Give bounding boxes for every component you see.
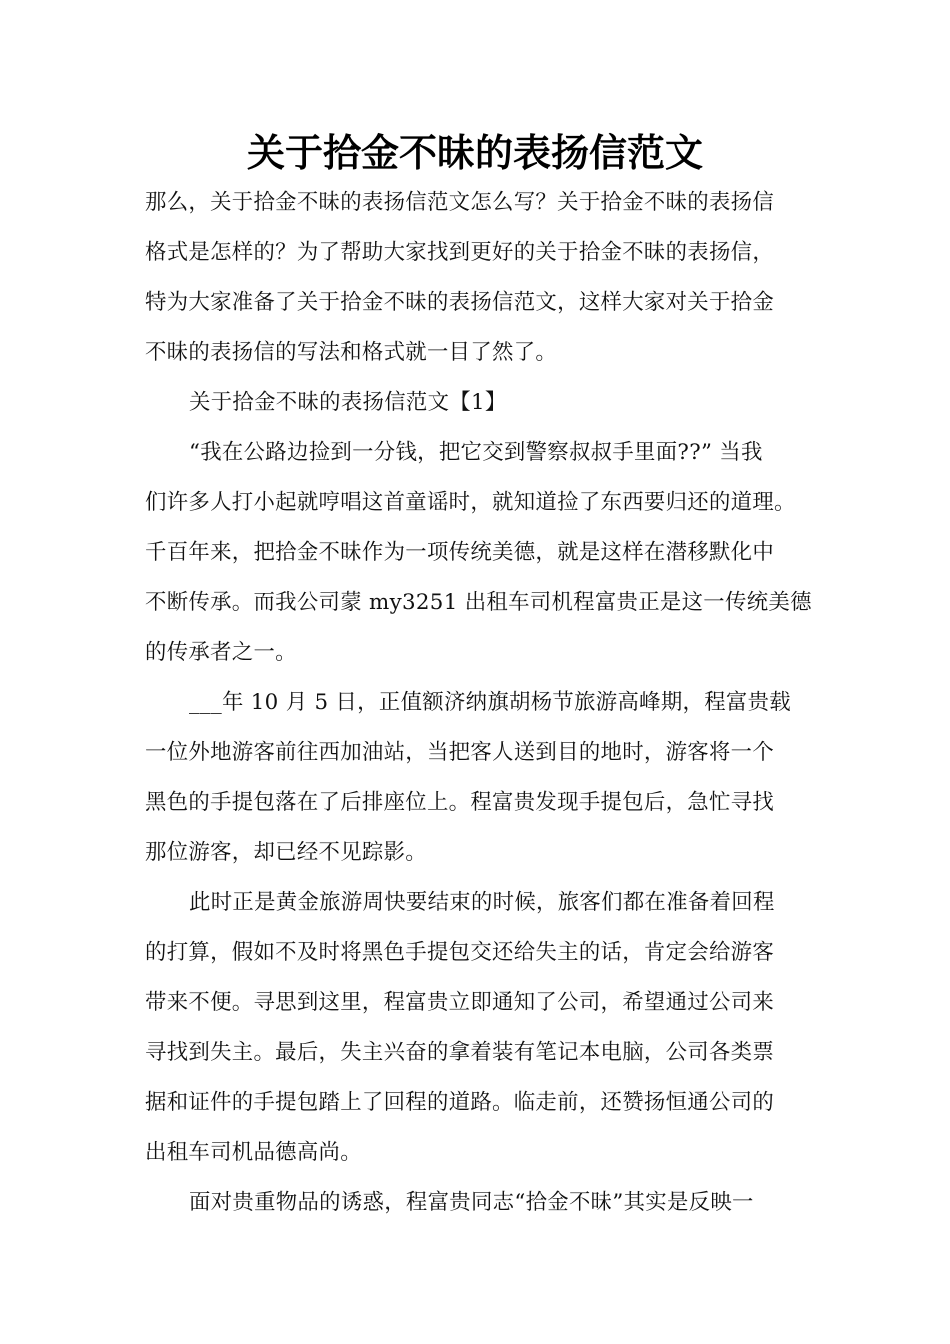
document-title: 关于拾金不昧的表扬信范文 (246, 131, 703, 175)
text-line: 那位游客，却已经不见踪影。 (145, 840, 427, 865)
text-line: 们许多人打小起就哼唱这首童谣时，就知道捡了东西要归还的道理。 (145, 490, 796, 515)
text-line: “我在公路边捡到一分钱，把它交到警察叔叔手里面??” 当我 (189, 440, 763, 465)
text-line: 据和证件的手提包踏上了回程的道路。临走前，还赞扬恒通公司的 (145, 1090, 775, 1115)
text-line: 不昧的表扬信的写法和格式就一目了然了。 (145, 340, 558, 365)
text-line: 寻找到失主。最后，失主兴奋的拿着装有笔记本电脑，公司各类票 (145, 1040, 775, 1065)
text-line: 带来不便。寻思到这里，程富贵立即通知了公司，希望通过公司来 (145, 990, 775, 1015)
text-line: 黑色的手提包落在了后排座位上。程富贵发现手提包后，急忙寻找 (145, 790, 775, 815)
text-line: 千百年来，把拾金不昧作为一项传统美德，就是这样在潜移默化中 (145, 540, 775, 565)
section-heading: 关于拾金不昧的表扬信范文【1】 (189, 390, 507, 415)
document-body (145, 178, 815, 1228)
text-line: 的传承者之一。 (145, 640, 297, 665)
text-line: 特为大家准备了关于拾金不昧的表扬信范文，这样大家对关于拾金 (145, 290, 775, 315)
text-line: 出租车司机品德高尚。 (145, 1140, 362, 1165)
text-line: 的打算，假如不及时将黑色手提包交还给失主的话，肯定会给游客 (145, 940, 775, 965)
text-line: 此时正是黄金旅游周快要结束的时候，旅客们都在准备着回程 (189, 890, 775, 915)
text-line: 面对贵重物品的诱惑，程富贵同志“拾金不昧”其实是反映一 (189, 1190, 754, 1215)
text-line: ___年 10 月 5 日，正值额济纳旗胡杨节旅游高峰期，程富贵载 (189, 690, 791, 715)
text-line: 不断传承。而我公司蒙 my3251 出租车司机程富贵正是这一传统美德 (145, 590, 812, 615)
text-line: 那么，关于拾金不昧的表扬信范文怎么写？关于拾金不昧的表扬信 (145, 190, 775, 215)
text-line: 格式是怎样的？为了帮助大家找到更好的关于拾金不昧的表扬信， (145, 240, 775, 265)
text-line: 一位外地游客前往西加油站，当把客人送到目的地时，游客将一个 (145, 740, 775, 765)
